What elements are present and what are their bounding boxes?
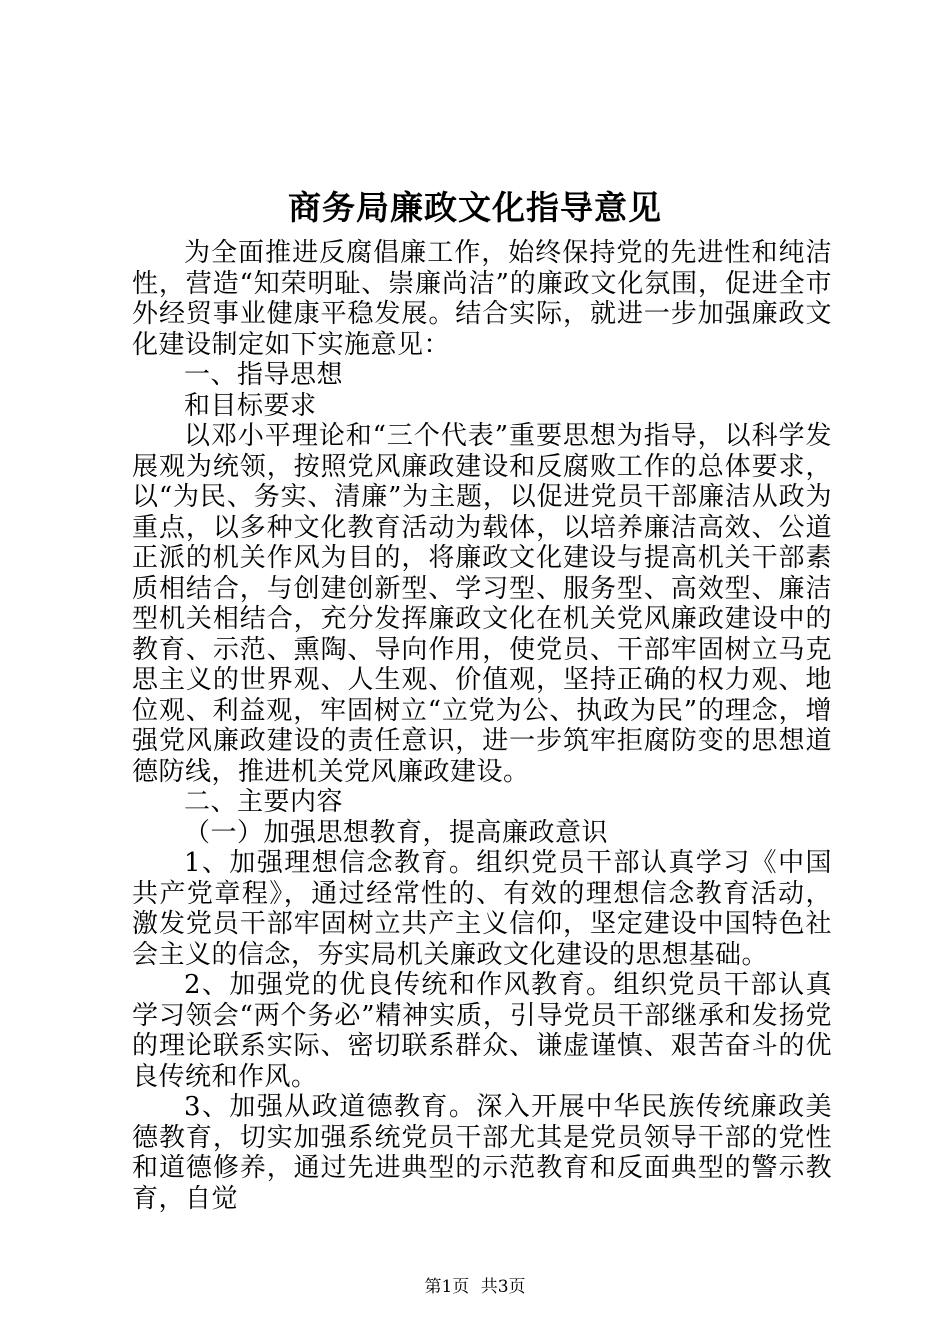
section-heading-1: 一、指导思想 bbox=[184, 360, 344, 390]
section-heading-1-cont: 和目标要求 bbox=[184, 390, 317, 421]
paragraph-item-2: 2、加强党的优良传统和作风教育。组织党员干部认真学习领会“两个务必”精神实质，引导党员干部继承和发扬党的理论联系实际、密切联系群众、谦虚谨慎、艰苦奋斗的优良传统和作风。 bbox=[132, 970, 832, 1092]
document-title: 商务局廉政文化指导意见 bbox=[288, 188, 662, 227]
subsection-heading-1: （一）加强思想教育，提高廉政意识 bbox=[184, 817, 609, 848]
document-body bbox=[132, 238, 832, 1214]
page-total: 共3页 bbox=[480, 1277, 526, 1297]
paragraph-item-3: 3、加强从政道德教育。深入开展中华民族传统廉政美德教育，切实加强系统党员干部尤其是党员领导干部的党性和道德修养，通过先进典型的示范教育和反面典型的警示教育，自觉 bbox=[132, 1092, 832, 1214]
page-number: 第1页 bbox=[424, 1277, 470, 1297]
paragraph-intro: 为全面推进反腐倡廉工作，始终保持党的先进性和纯洁性，营造“知荣明耻、崇廉尚洁”的廉政文化氛围，促进全市外经贸事业健康平稳发展。结合实际，就进一步加强廉政文化建设制定如下实施意见： bbox=[132, 238, 832, 360]
section-heading-2: 二、主要内容 bbox=[184, 787, 344, 817]
paragraph-item-1: 1、加强理想信念教育。组织党员干部认真学习《中国共产党章程》，通过经常性的、有效的理想信念教育活动，激发党员干部牢固树立共产主义信仰，坚定建设中国特色社会主义的信念，夯实局机关廉政文化建设的思想基础。 bbox=[132, 848, 832, 970]
paragraph-guiding-thought: 以邓小平理论和“三个代表”重要思想为指导，以科学发展观为统领，按照党风廉政建设和反腐败工作的总体要求，以“为民、务实、清廉”为主题，以促进党员干部廉洁从政为重点，以多种文化教育活动为载体，以培养廉洁高效、公道正派的机关作风为目的，将廉政文化建设与提高机关干部素质相结合，与创建创新型、学习型、服务型、高效型、廉洁型机关相结合，充分发挥廉政文化在机关党风廉政建设中的教育、示范、熏陶、导向作用，使党员、干部牢固树立马克思主义的世界观、人生观、价值观，坚持正确的权力观、地位观、利益观，牢固树立“立党为公、执政为民”的理念，增强党风廉政建设的责任意识，进一步筑牢拒腐防变的思想道德防线，推进机关党风廉政建设。 bbox=[132, 421, 832, 787]
page-footer bbox=[0, 1276, 950, 1298]
